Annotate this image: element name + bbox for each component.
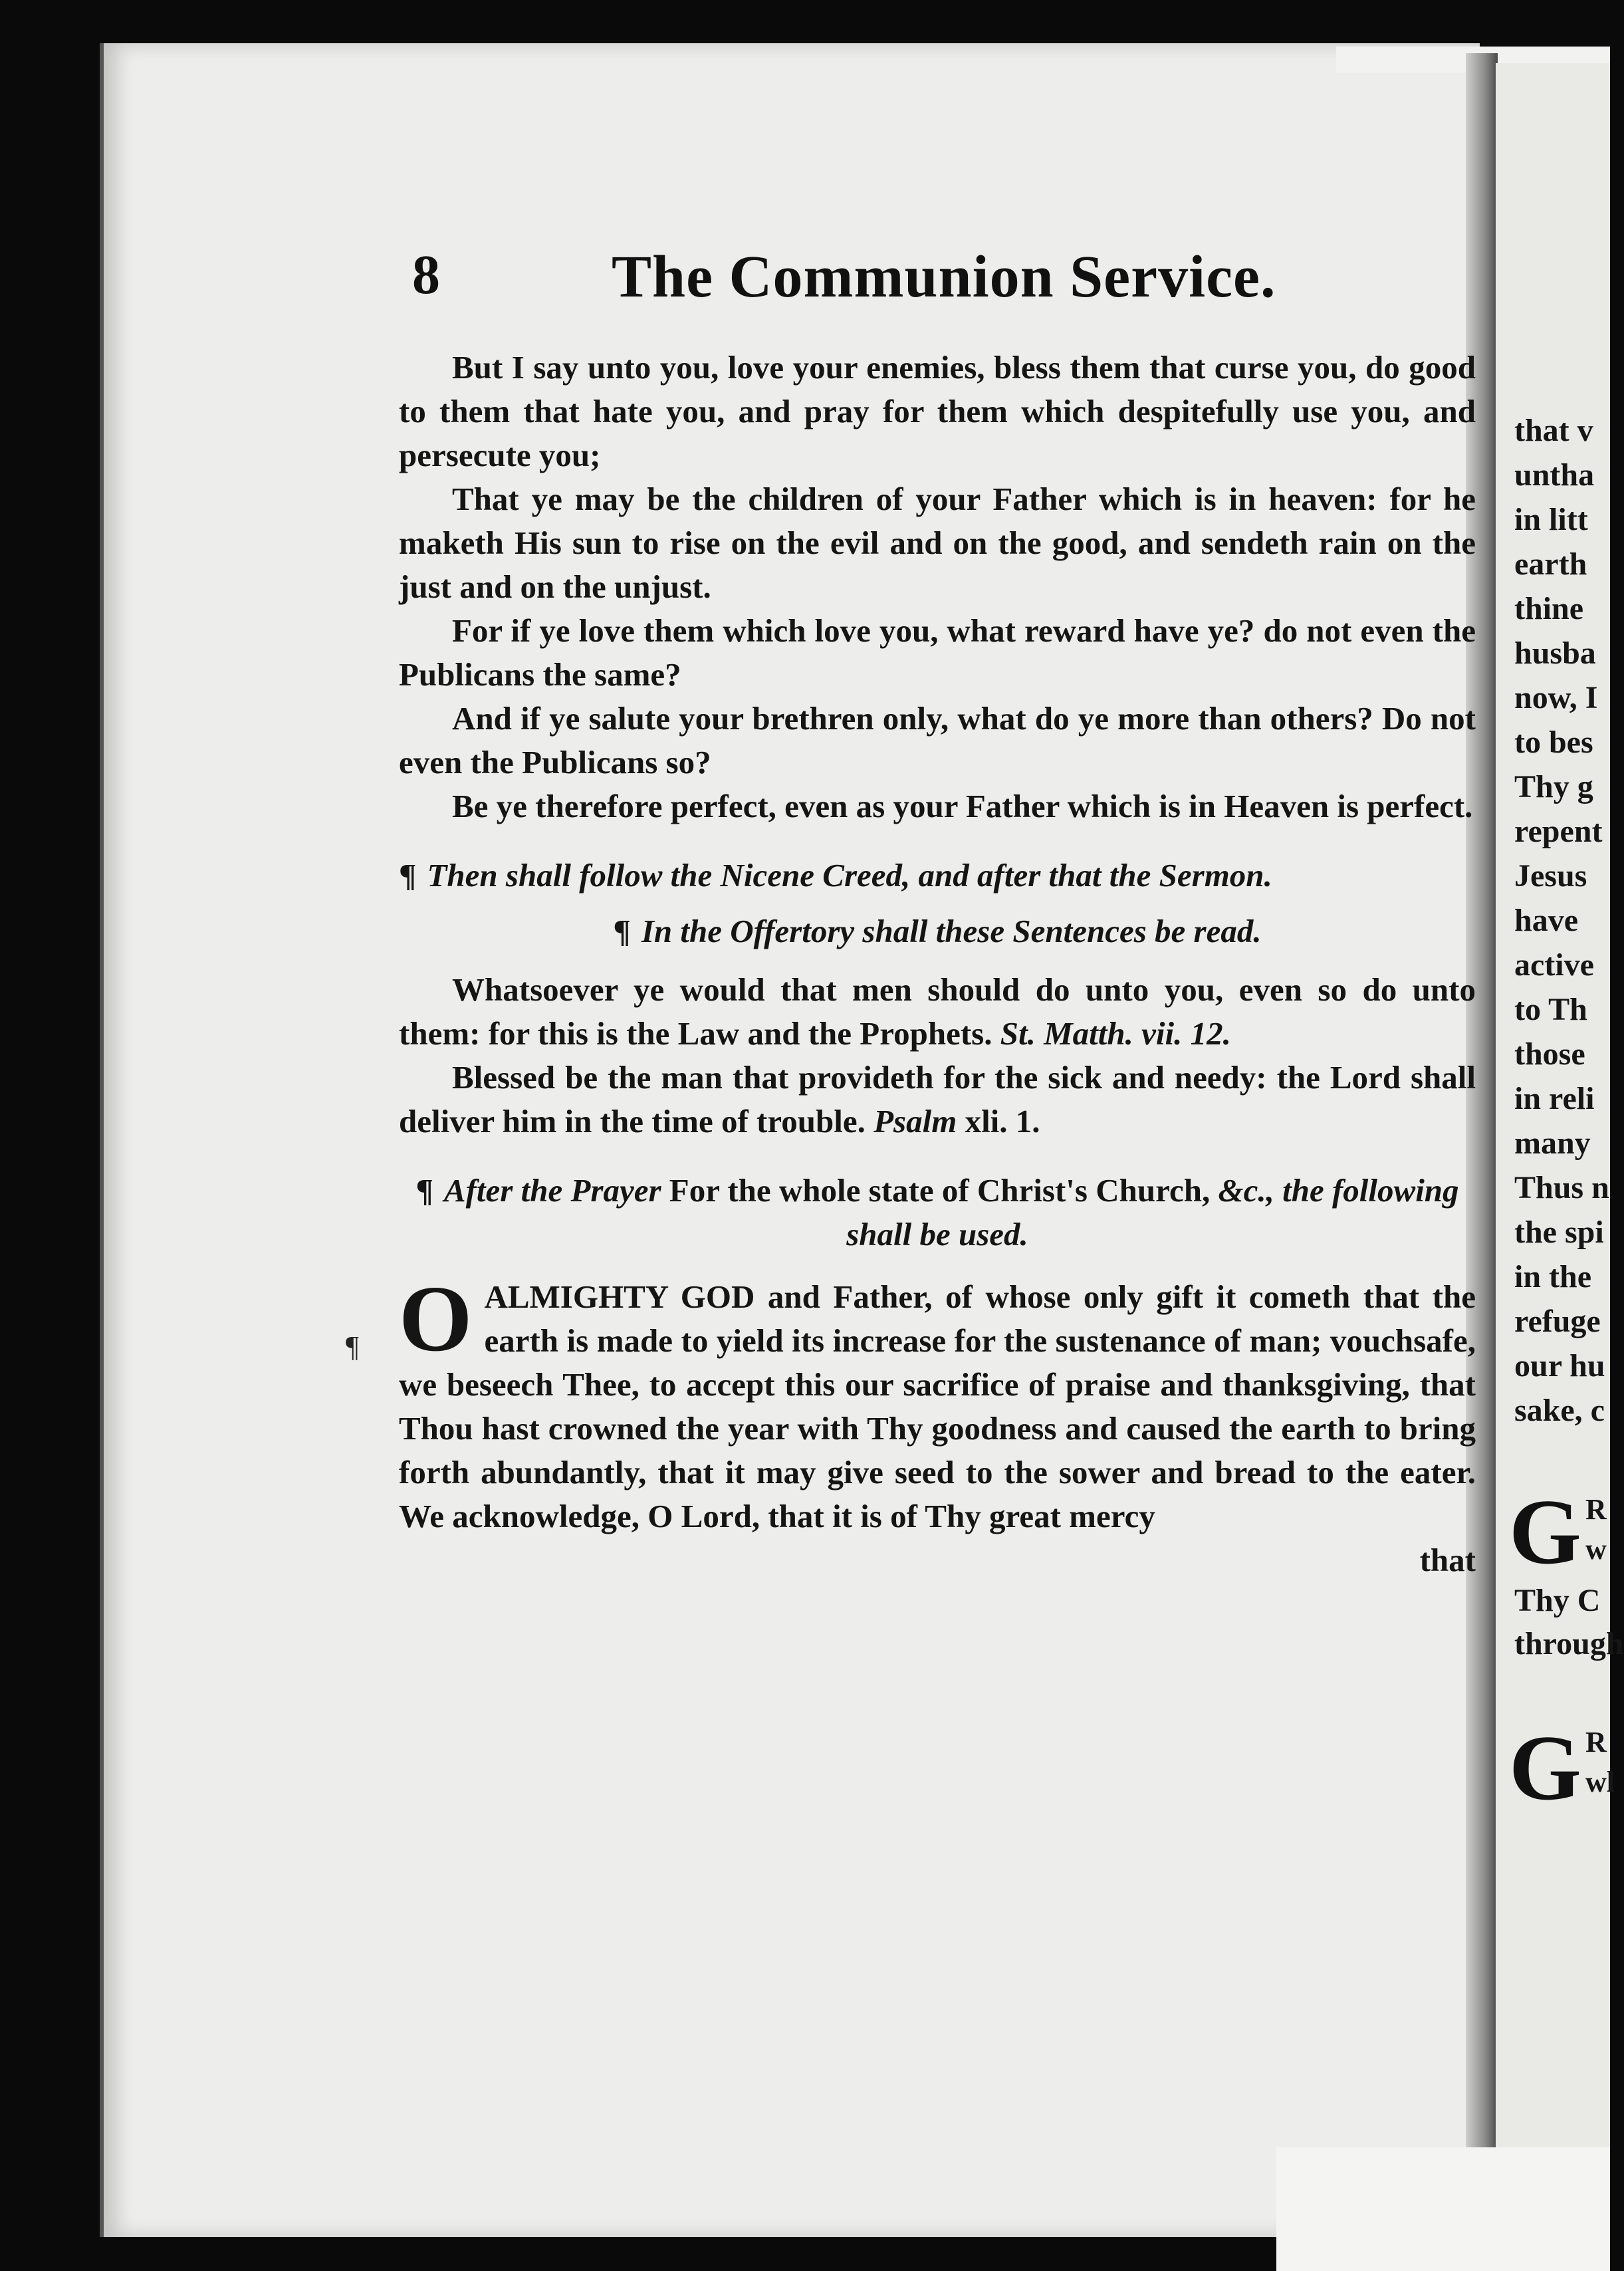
facing-line: earth	[1514, 546, 1587, 582]
rubric-text: Then shall follow the Nicene Creed, and after that the Sermon.	[427, 857, 1272, 894]
facing-line: to Th	[1514, 992, 1587, 1027]
sentence-text: Whatsoever ye would that men should do unto you, even so do unto them: for this is the Law and the Prophets.	[399, 971, 1476, 1052]
facing-line: in the	[1514, 1259, 1592, 1294]
offertory-sentence	[399, 1056, 1476, 1143]
facing-line: sake, c	[1514, 1393, 1605, 1428]
scripture-paragraph: For if ye love them which love you, what reward have ye? do not even the Publicans the same?	[399, 612, 1476, 693]
facing-line: now, I	[1514, 680, 1598, 715]
sentence-text: Blessed be the man that provideth for the sick and needy: the Lord shall deliver him in the time of trouble.	[399, 1059, 1476, 1139]
facing-line: those	[1514, 1036, 1585, 1072]
facing-dropcap: G	[1509, 1717, 1581, 1820]
facing-line: have	[1514, 903, 1578, 938]
facing-line: many	[1514, 1126, 1591, 1161]
scripture-reference-verse: xli. 1.	[965, 1103, 1040, 1139]
page-number: 8	[412, 244, 440, 306]
running-title: The Communion Service.	[612, 244, 1276, 310]
facing-line: through	[1514, 1626, 1624, 1661]
facing-line: husba	[1514, 636, 1596, 671]
offertory-sentence	[399, 968, 1476, 1056]
facing-line: active	[1514, 947, 1594, 983]
facing-line: thine	[1514, 591, 1584, 626]
facing-line: untha	[1514, 457, 1595, 493]
facing-line: w	[1585, 1533, 1607, 1566]
facing-line: in litt	[1514, 502, 1588, 537]
scripture-paragraph: And if ye salute your brethren only, what do ye more than others? Do not even the Publicans so?	[399, 700, 1476, 780]
facing-line: Thy C	[1514, 1583, 1601, 1618]
facing-line: wl	[1585, 1766, 1615, 1798]
rubric-prayer	[399, 1169, 1476, 1256]
bottom-paper-strip	[1276, 2147, 1610, 2271]
scripture-reference: St. Matth. vii. 12.	[1000, 1015, 1231, 1052]
prayer-text: ALMIGHTY GOD and Father, of whose only gift it cometh that the earth is made to yield its increase for the sustenance of man; vouchsafe, we beseech Thee, to accept this our sacrifice of praise and thanksgiving, that Thou hast crowned the year with Thy goodness and caused the earth to bring forth abundantly, that it may give seed to the sower and bread to the eater. We acknowledge, O Lord, that it is of Thy great mercy	[399, 1278, 1476, 1534]
facing-page	[1496, 63, 1624, 2157]
pilcrow-mark: ¶	[613, 913, 631, 949]
scripture-paragraph: Be ye therefore perfect, even as your Father which is in Heaven is perfect.	[452, 788, 1473, 824]
facing-line: Jesus	[1514, 858, 1587, 894]
pilcrow-mark: ¶	[415, 1172, 433, 1209]
catchword: that	[1419, 1542, 1476, 1578]
facing-line: R	[1585, 1493, 1607, 1526]
facing-line: R	[1585, 1726, 1607, 1758]
margin-pilcrow: ¶	[346, 1330, 359, 1363]
page-body	[399, 346, 1476, 1582]
rubric-creed	[399, 854, 1476, 897]
pilcrow-mark: ¶	[399, 857, 417, 894]
facing-line: the spi	[1514, 1215, 1604, 1250]
facing-dropcap: G	[1509, 1481, 1581, 1584]
facing-line: refuge	[1514, 1304, 1601, 1339]
scripture-paragraph: That ye may be the children of your Father which is in heaven: for he maketh His sun to rise on the evil and on the good, and sendeth rain on the just and on the unjust.	[399, 481, 1476, 605]
facing-line: to bes	[1514, 725, 1593, 760]
harvest-prayer	[399, 1266, 1476, 1538]
facing-line: in reli	[1514, 1081, 1595, 1116]
dropcap-letter: O	[399, 1266, 473, 1371]
rubric-text-plain: For the whole state of Christ's Church,	[669, 1172, 1211, 1209]
rubric-text-italic: After the Prayer	[443, 1172, 661, 1209]
facing-line: that v	[1514, 413, 1593, 448]
facing-line: Thy g	[1514, 769, 1593, 804]
rubric-offertory	[399, 909, 1476, 953]
facing-line: repent	[1514, 814, 1603, 849]
rubric-text-italic: &c., the following shall be used.	[846, 1172, 1459, 1253]
scripture-reference-book: Psalm	[873, 1103, 957, 1139]
rubric-text: In the Offertory shall these Sentences be read.	[641, 913, 1262, 949]
facing-line: our hu	[1514, 1348, 1605, 1383]
facing-line: Thus n	[1514, 1170, 1609, 1205]
scripture-paragraph: But I say unto you, love your enemies, bless them that curse you, do good to them that hate you, and pray for them which despitefully use you, and persecute you;	[399, 349, 1476, 473]
